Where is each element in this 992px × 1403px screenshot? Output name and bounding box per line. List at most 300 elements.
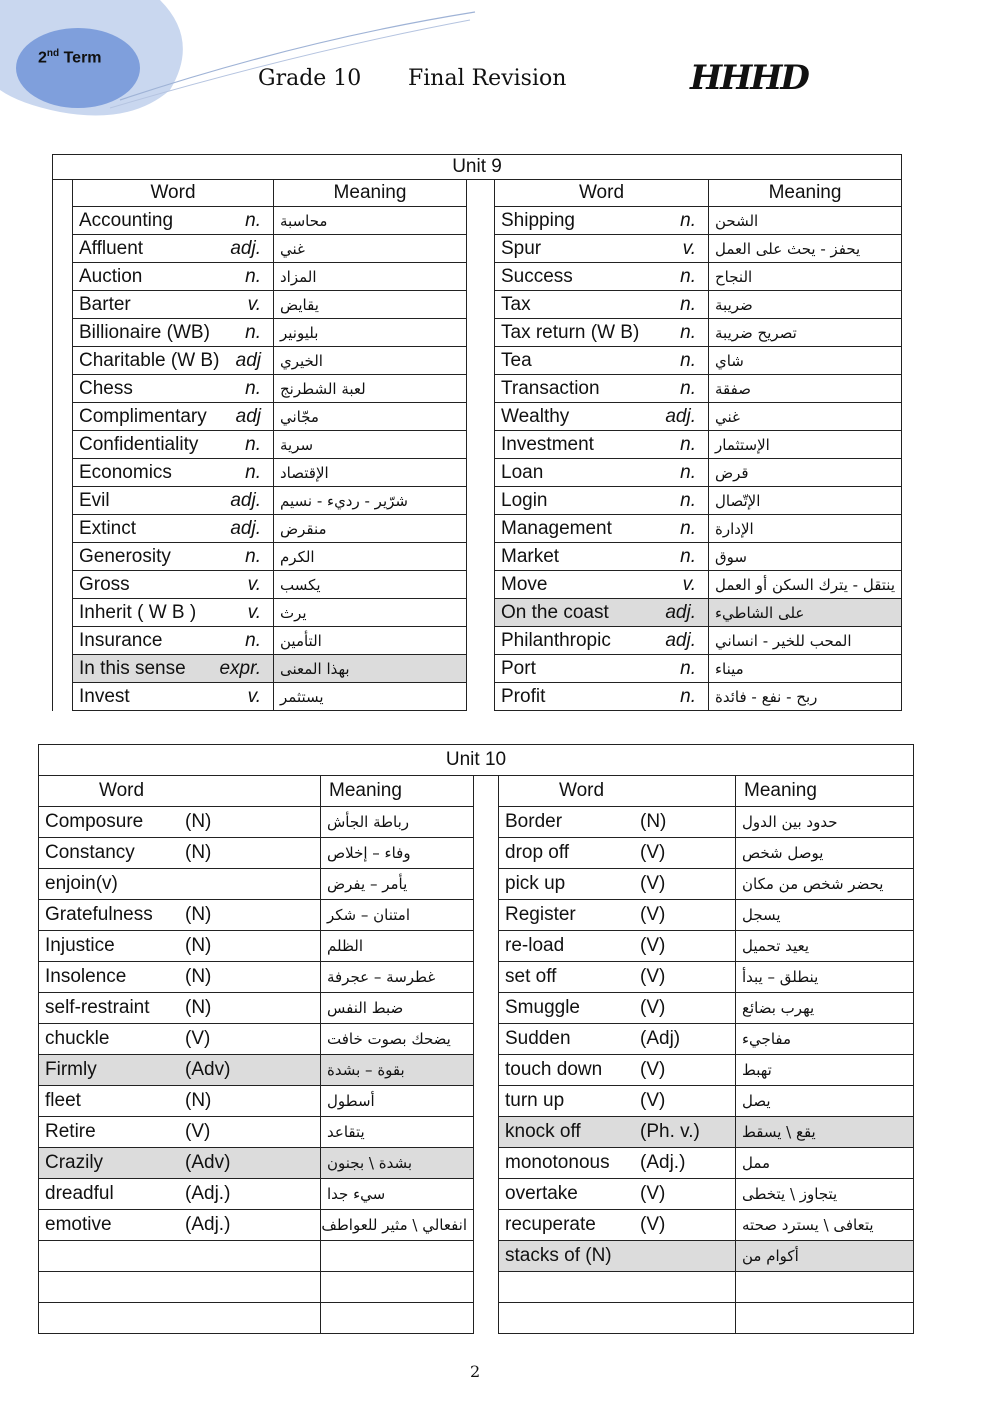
vocab-word: turn up (505, 1090, 565, 1111)
part-of-speech: n. (245, 629, 261, 651)
word-cell (495, 655, 709, 683)
part-of-speech: (Adj.) (185, 1183, 231, 1204)
vocab-word: Border (505, 811, 563, 832)
vocab-word: Tax return (W B) (501, 321, 640, 343)
vocab-word: Injustice (45, 935, 115, 956)
part-of-speech: adj (235, 405, 261, 427)
word-cell (495, 515, 709, 543)
vocab-word: Generosity (79, 545, 171, 567)
word-cell (499, 962, 736, 993)
page-title: Final Revision (408, 66, 567, 91)
part-of-speech: (V) (640, 997, 666, 1018)
meaning-cell: ينطلق – يبدأ (736, 962, 914, 993)
vocab-word: Extinct (79, 517, 137, 539)
vocab-word: Gross (79, 573, 130, 595)
part-of-speech: (Adj.) (185, 1214, 231, 1235)
part-of-speech: v. (247, 685, 261, 707)
part-of-speech: adj. (665, 629, 696, 651)
meaning-cell: ميناء (709, 655, 902, 683)
table-row (39, 838, 914, 869)
vocab-word: self-restraint (45, 997, 150, 1018)
word-cell (499, 1272, 736, 1303)
part-of-speech: n. (245, 209, 261, 231)
table-row (39, 1241, 914, 1272)
vocab-word: Shipping (501, 209, 575, 231)
grade-label: Grade 10 (258, 66, 362, 91)
page-number: 2 (470, 1362, 481, 1381)
vocab-word: On the coast (501, 601, 609, 623)
meaning-cell: مجّاني (274, 403, 467, 431)
unit10-col-word-left: Word (39, 776, 321, 807)
meaning-cell: بشدة \ بجنون (321, 1148, 474, 1179)
word-cell (495, 543, 709, 571)
part-of-speech: (V) (185, 1121, 211, 1142)
part-of-speech: adj (235, 349, 261, 371)
table-row (53, 655, 902, 683)
vocab-word: re-load (505, 935, 565, 956)
part-of-speech: n. (680, 685, 696, 707)
word-cell (495, 263, 709, 291)
meaning-cell: يصل (736, 1086, 914, 1117)
meaning-cell (321, 1272, 474, 1303)
vocab-word: Insurance (79, 629, 163, 651)
table-row (39, 1024, 914, 1055)
meaning-cell: الخيري (274, 347, 467, 375)
unit9-title: Unit 9 (53, 155, 902, 180)
meaning-cell: يستثمر (274, 683, 467, 711)
word-cell (499, 1086, 736, 1117)
word-cell (39, 1210, 321, 1241)
table-row (39, 869, 914, 900)
part-of-speech: (N) (185, 811, 212, 832)
vocab-word: Market (501, 545, 560, 567)
meaning-cell: يعيد تحميل (736, 931, 914, 962)
word-cell (495, 291, 709, 319)
meaning-cell: يكسب (274, 571, 467, 599)
unit9-table (52, 154, 902, 711)
part-of-speech: (Adj.) (640, 1152, 686, 1173)
table-row (53, 235, 902, 263)
word-cell (73, 347, 274, 375)
part-of-speech: adj. (230, 517, 261, 539)
word-cell (499, 1241, 736, 1272)
part-of-speech: (V) (640, 1214, 666, 1235)
table-row (53, 627, 902, 655)
word-cell (73, 263, 274, 291)
meaning-cell: سيء جدا (321, 1179, 474, 1210)
meaning-cell: قرض (709, 459, 902, 487)
word-cell (39, 1024, 321, 1055)
word-cell (39, 838, 321, 869)
word-cell (495, 403, 709, 431)
word-cell (73, 235, 274, 263)
vocab-word: Accounting (79, 209, 174, 231)
part-of-speech: (Ph. v.) (640, 1121, 700, 1142)
meaning-cell: يأمر – يفرض (321, 869, 474, 900)
part-of-speech: n. (680, 517, 696, 539)
vocab-word: set off (505, 966, 557, 987)
vocab-word: recuperate (505, 1214, 596, 1235)
word-cell (39, 869, 321, 900)
word-cell (73, 515, 274, 543)
part-of-speech: v. (247, 573, 261, 595)
meaning-cell: امتنان – شكر (321, 900, 474, 931)
table-row (39, 931, 914, 962)
meaning-cell: يقايض (274, 291, 467, 319)
unit9-col-word-left: Word (73, 180, 274, 207)
vocab-word: emotive (45, 1214, 112, 1235)
meaning-cell: أكوام من (736, 1241, 914, 1272)
part-of-speech: n. (680, 293, 696, 315)
unit10-title: Unit 10 (39, 745, 914, 776)
part-of-speech: v. (682, 573, 696, 595)
vocab-word: Crazily (45, 1152, 104, 1173)
meaning-cell: رباطة الجأش (321, 807, 474, 838)
vocab-word: Gratefulness (45, 904, 153, 925)
word-cell (73, 459, 274, 487)
word-cell (39, 1117, 321, 1148)
vocab-word: Insolence (45, 966, 127, 987)
word-cell (39, 931, 321, 962)
word-cell (495, 431, 709, 459)
table-row (53, 515, 902, 543)
meaning-cell: غطرسة – عجرفة (321, 962, 474, 993)
part-of-speech: adj. (230, 489, 261, 511)
term-badge: 2nd Term (38, 48, 102, 67)
part-of-speech: n. (680, 433, 696, 455)
vocab-word: Tax (501, 293, 531, 315)
part-of-speech: v. (247, 293, 261, 315)
part-of-speech: n. (680, 461, 696, 483)
meaning-cell: يحفز - يحث على العمل (709, 235, 902, 263)
meaning-cell: الشحن (709, 207, 902, 235)
part-of-speech: n. (245, 265, 261, 287)
meaning-cell: المزاد (274, 263, 467, 291)
meaning-cell: شرّير - رديء - نسيم (274, 487, 467, 515)
part-of-speech: n. (680, 209, 696, 231)
part-of-speech: (V) (185, 1028, 211, 1049)
word-cell (499, 869, 736, 900)
part-of-speech: (N) (185, 935, 212, 956)
table-row (53, 347, 902, 375)
word-cell (39, 1241, 321, 1272)
word-cell (495, 235, 709, 263)
vocab-word: Evil (79, 489, 110, 511)
word-cell (495, 683, 709, 711)
meaning-cell: غني (709, 403, 902, 431)
unit10-col-word-right: Word (499, 776, 736, 807)
part-of-speech: n. (680, 377, 696, 399)
word-cell (495, 347, 709, 375)
meaning-cell: حدود بين الدول (736, 807, 914, 838)
vocab-word: dreadful (45, 1183, 114, 1204)
meaning-cell: يوصل شخص (736, 838, 914, 869)
vocab-word: stacks of (N) (505, 1245, 612, 1266)
meaning-cell (321, 1303, 474, 1334)
part-of-speech: (V) (640, 1090, 666, 1111)
meaning-cell: ربح - نفع - فائدة (709, 683, 902, 711)
meaning-cell (321, 1241, 474, 1272)
vocab-word: Constancy (45, 842, 135, 863)
vocab-word: pick up (505, 873, 566, 894)
table-row (53, 375, 902, 403)
word-cell (39, 1086, 321, 1117)
table-row (39, 1055, 914, 1086)
vocab-word: Invest (79, 685, 130, 707)
vocab-word: fleet (45, 1090, 81, 1111)
table-row (53, 571, 902, 599)
word-cell (499, 838, 736, 869)
word-cell (495, 375, 709, 403)
part-of-speech: n. (680, 545, 696, 567)
table-row (39, 1148, 914, 1179)
vocab-word: Wealthy (501, 405, 570, 427)
vocab-word: Firmly (45, 1059, 97, 1080)
table-row (53, 263, 902, 291)
vocab-word: Complimentary (79, 405, 207, 427)
unit10-table (38, 744, 914, 1334)
vocab-word: enjoin(v) (45, 873, 118, 894)
vocab-word: monotonous (505, 1152, 610, 1173)
word-cell (39, 807, 321, 838)
vocab-word: Sudden (505, 1028, 571, 1049)
unit9-col-meaning-right: Meaning (709, 180, 902, 207)
part-of-speech: (Adv) (185, 1059, 231, 1080)
word-cell (499, 1117, 736, 1148)
part-of-speech: (N) (185, 1090, 212, 1111)
table-row (39, 1272, 914, 1303)
unit9-col-meaning-left: Meaning (274, 180, 467, 207)
meaning-cell (736, 1303, 914, 1334)
word-cell (499, 931, 736, 962)
table-row (39, 1117, 914, 1148)
meaning-cell: يتعافى \ يسترد صحته (736, 1210, 914, 1241)
meaning-cell: وفاء – إخلاص (321, 838, 474, 869)
part-of-speech: (N) (185, 842, 212, 863)
part-of-speech: v. (682, 237, 696, 259)
vocab-word: Profit (501, 685, 546, 707)
vocab-word: Retire (45, 1121, 96, 1142)
table-row (53, 599, 902, 627)
word-cell (499, 1055, 736, 1086)
word-cell (39, 1272, 321, 1303)
meaning-cell: يقع \ يسقط (736, 1117, 914, 1148)
vocab-word: Transaction (501, 377, 600, 399)
vocab-word: In this sense (79, 657, 186, 679)
meaning-cell: سرية (274, 431, 467, 459)
table-row (53, 543, 902, 571)
part-of-speech: adj. (665, 405, 696, 427)
vocab-word: Spur (501, 237, 542, 259)
word-cell (495, 319, 709, 347)
part-of-speech: n. (245, 321, 261, 343)
signature: HHHD (690, 58, 808, 98)
vocab-word: Smuggle (505, 997, 580, 1018)
meaning-cell: يضحك بصوت خافت (321, 1024, 474, 1055)
vocab-word: Affluent (79, 237, 144, 259)
word-cell (499, 807, 736, 838)
part-of-speech: adj. (665, 601, 696, 623)
meaning-cell: محاسبة (274, 207, 467, 235)
vocab-word: Charitable (W B) (79, 349, 220, 371)
word-cell (495, 207, 709, 235)
vocab-word: Success (501, 265, 573, 287)
part-of-speech: v. (247, 601, 261, 623)
meaning-cell: الإدارة (709, 515, 902, 543)
part-of-speech: (N) (185, 997, 212, 1018)
part-of-speech: n. (245, 433, 261, 455)
vocab-word: Confidentiality (79, 433, 199, 455)
table-row (39, 1210, 914, 1241)
meaning-cell: مفاجيء (736, 1024, 914, 1055)
table-row (53, 207, 902, 235)
word-cell (39, 962, 321, 993)
word-cell (499, 1024, 736, 1055)
meaning-cell: يتجاوز \ يتخطى (736, 1179, 914, 1210)
word-cell (73, 291, 274, 319)
meaning-cell: منقرض (274, 515, 467, 543)
unit10-col-meaning-right: Meaning (736, 776, 914, 807)
word-cell (73, 431, 274, 459)
meaning-cell: تهبط (736, 1055, 914, 1086)
meaning-cell: ممل (736, 1148, 914, 1179)
table-row (53, 683, 902, 711)
vocab-word: chuckle (45, 1028, 110, 1049)
vocab-word: overtake (505, 1183, 578, 1204)
word-cell (73, 683, 274, 711)
part-of-speech: (N) (640, 811, 667, 832)
word-cell (495, 487, 709, 515)
word-cell (73, 627, 274, 655)
word-cell (495, 459, 709, 487)
word-cell (495, 571, 709, 599)
meaning-cell: ينتقل - يترك السكن أو العمل (709, 571, 902, 599)
meaning-cell: المحب للخير - انساني (709, 627, 902, 655)
part-of-speech: n. (680, 349, 696, 371)
meaning-cell: الإستثمار (709, 431, 902, 459)
meaning-cell (736, 1272, 914, 1303)
meaning-cell: بهذا المعنى (274, 655, 467, 683)
word-cell (39, 900, 321, 931)
part-of-speech: (V) (640, 873, 666, 894)
table-row (39, 1179, 914, 1210)
word-cell (73, 319, 274, 347)
word-cell (495, 599, 709, 627)
part-of-speech: n. (245, 545, 261, 567)
vocab-word: Composure (45, 811, 144, 832)
word-cell (39, 1179, 321, 1210)
meaning-cell: أسطول (321, 1086, 474, 1117)
meaning-cell: الإتّصال (709, 487, 902, 515)
word-cell (73, 375, 274, 403)
word-cell (499, 1210, 736, 1241)
table-row (39, 807, 914, 838)
part-of-speech: (N) (185, 904, 212, 925)
part-of-speech: (V) (640, 966, 666, 987)
part-of-speech: n. (680, 657, 696, 679)
part-of-speech: (Adj) (640, 1028, 681, 1049)
part-of-speech: (V) (640, 1183, 666, 1204)
word-cell (39, 1303, 321, 1334)
word-cell (73, 599, 274, 627)
vocab-word: Inherit ( W B ) (79, 601, 197, 623)
part-of-speech: (N) (185, 966, 212, 987)
table-row (53, 319, 902, 347)
word-cell (39, 993, 321, 1024)
word-cell (73, 487, 274, 515)
meaning-cell: التأمين (274, 627, 467, 655)
table-row (53, 431, 902, 459)
vocab-word: Management (501, 517, 612, 539)
part-of-speech: (V) (640, 842, 666, 863)
part-of-speech: n. (680, 265, 696, 287)
word-cell (39, 1148, 321, 1179)
vocab-word: touch down (505, 1059, 603, 1080)
meaning-cell: الكرم (274, 543, 467, 571)
part-of-speech: (V) (640, 935, 666, 956)
word-cell (499, 900, 736, 931)
vocab-word: Investment (501, 433, 594, 455)
word-cell (499, 1148, 736, 1179)
unit10-col-meaning-left: Meaning (321, 776, 474, 807)
part-of-speech: (Adv) (185, 1152, 231, 1173)
part-of-speech: n. (680, 321, 696, 343)
meaning-cell: تصريح ضريبة (709, 319, 902, 347)
vocab-word: Economics (79, 461, 172, 483)
vocab-word: drop off (505, 842, 570, 863)
word-cell (73, 571, 274, 599)
word-cell (499, 1303, 736, 1334)
meaning-cell: غني (274, 235, 467, 263)
meaning-cell: لعبة الشطرنج (274, 375, 467, 403)
word-cell (73, 655, 274, 683)
table-row (53, 403, 902, 431)
vocab-word: Move (501, 573, 548, 595)
meaning-cell: يسجل (736, 900, 914, 931)
meaning-cell: النجاح (709, 263, 902, 291)
meaning-cell: يحضر شخص من مكان (736, 869, 914, 900)
meaning-cell: انفعالي \ مثير للعواطف (321, 1210, 474, 1241)
table-row (39, 1086, 914, 1117)
table-row (53, 487, 902, 515)
vocab-word: Register (505, 904, 576, 925)
unit9-col-word-right: Word (495, 180, 709, 207)
table-row (39, 962, 914, 993)
meaning-cell: سوق (709, 543, 902, 571)
vocab-word: Loan (501, 461, 544, 483)
meaning-cell: الظلم (321, 931, 474, 962)
vocab-word: Port (501, 657, 536, 679)
word-cell (39, 1055, 321, 1086)
meaning-cell: يرث (274, 599, 467, 627)
word-cell (73, 543, 274, 571)
meaning-cell: بقوة – بشدة (321, 1055, 474, 1086)
meaning-cell: الإقتصاد (274, 459, 467, 487)
word-cell (495, 627, 709, 655)
vocab-word: Billionaire (WB) (79, 321, 210, 343)
vocab-word: Auction (79, 265, 143, 287)
part-of-speech: (V) (640, 904, 666, 925)
vocab-word: Philanthropic (501, 629, 611, 651)
vocab-word: Chess (79, 377, 133, 399)
part-of-speech: (V) (640, 1059, 666, 1080)
word-cell (73, 403, 274, 431)
meaning-cell: شاي (709, 347, 902, 375)
part-of-speech: n. (680, 489, 696, 511)
vocab-word: Tea (501, 349, 532, 371)
table-row (53, 291, 902, 319)
part-of-speech: n. (245, 461, 261, 483)
